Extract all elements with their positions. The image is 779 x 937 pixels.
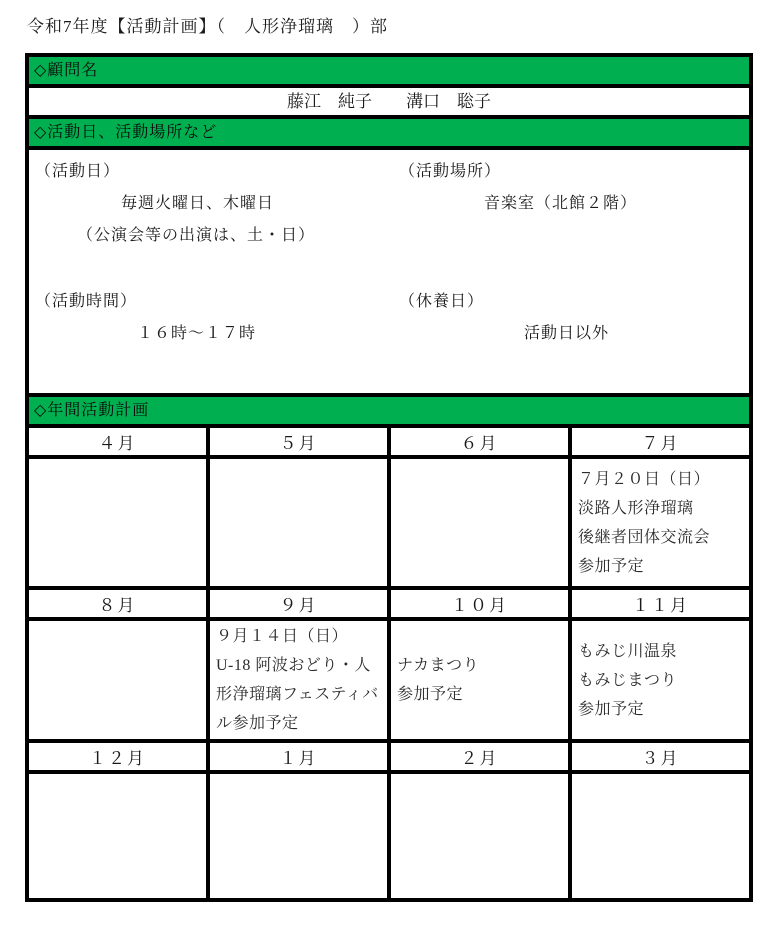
month-header-cell: ２月 <box>391 743 568 770</box>
event-line: もみじまつり <box>578 671 678 689</box>
calendar-cell <box>572 621 749 739</box>
event-line: 参加予定 <box>578 557 645 575</box>
calendar-cell <box>572 774 749 898</box>
section-header-annual-plan: ◇年間活動計画 <box>29 397 749 424</box>
calendar-cell <box>391 621 568 739</box>
month-header-cell: ５月 <box>210 428 387 455</box>
month-header-cell: ９月 <box>210 590 387 617</box>
calendar-cell <box>391 774 568 898</box>
month-header-cell: １１月 <box>572 590 749 617</box>
event-line: ７月２０日（日） <box>578 470 711 488</box>
calendar-cell <box>210 459 387 586</box>
activity-place-value: 音楽室（北館２階） <box>484 195 638 212</box>
rest-day-value: 活動日以外 <box>524 325 610 342</box>
page-title: 令和7年度【活動計画】（ 人形浄瑠璃 ）部 <box>27 17 388 36</box>
activity-plan-table <box>25 53 753 902</box>
activity-info-box <box>29 150 749 393</box>
calendar-cell <box>29 774 206 898</box>
event-line: 参加予定 <box>397 686 464 703</box>
section-header-advisor: ◇顧問名 <box>29 57 749 84</box>
event-line: U-18 阿波おどり・人形浄瑠璃フェスティバル参加予定 <box>216 657 379 732</box>
rest-day-label: （休養日） <box>399 293 485 310</box>
calendar-cell <box>572 459 749 586</box>
month-header-cell: ７月 <box>572 428 749 455</box>
event-line: ナカまつり <box>397 657 480 674</box>
calendar-cell <box>29 621 206 739</box>
activity-day-label: （活動日） <box>35 163 121 180</box>
calendar-cell <box>391 459 568 586</box>
activity-place-label: （活動場所） <box>399 163 502 180</box>
event-line: ９月１４日（日） <box>216 628 349 645</box>
month-header-cell: ４月 <box>29 428 206 455</box>
activity-day-value: 毎週火曜日、木曜日 <box>121 195 275 212</box>
month-header-cell: １月 <box>210 743 387 770</box>
event-line: 参加予定 <box>578 700 645 718</box>
calendar-cell <box>210 774 387 898</box>
section-header-activity-info: ◇活動日、活動場所など <box>29 119 749 146</box>
calendar-cell <box>29 459 206 586</box>
annual-plan-grid <box>29 428 749 898</box>
event-line: 淡路人形浄瑠璃 <box>578 499 694 517</box>
month-header-cell: ３月 <box>572 743 749 770</box>
month-header-cell: １２月 <box>29 743 206 770</box>
month-header-cell: １０月 <box>391 590 568 617</box>
advisor-names: 藤江 純子 溝口 聡子 <box>29 88 749 115</box>
calendar-cell <box>210 621 387 739</box>
event-line: 後継者団体交流会 <box>578 528 711 546</box>
month-header-cell: ６月 <box>391 428 568 455</box>
activity-time-value: １６時～１７時 <box>137 325 257 342</box>
activity-day-note: （公演会等の出演は、土・日） <box>77 227 316 244</box>
month-header-cell: ８月 <box>29 590 206 617</box>
event-line: もみじ川温泉 <box>578 642 678 660</box>
activity-time-label: （活動時間） <box>35 293 138 310</box>
